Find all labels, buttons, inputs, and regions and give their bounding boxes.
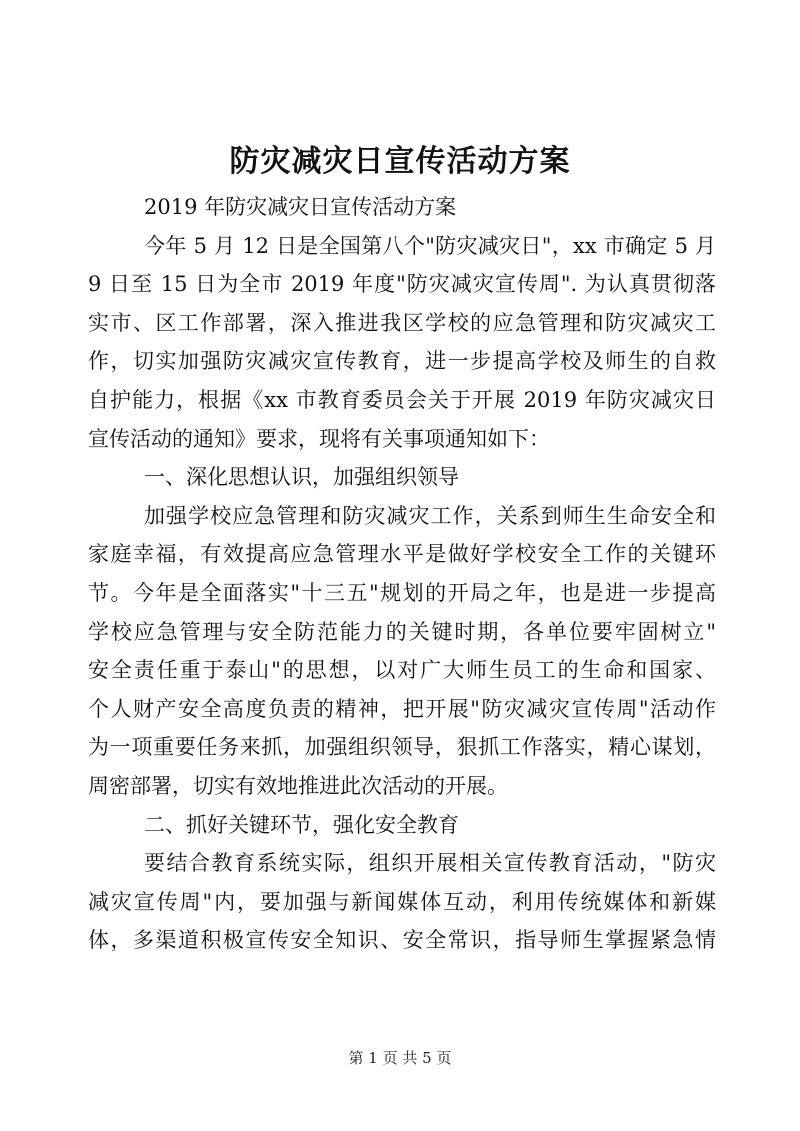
text-line: 自护能力，根据《xx 市教育委员会关于开展 2019 年防灾减灾日 [88,387,716,412]
text-line: 一、深化思想认识，加强组织领导 [144,465,459,490]
text-line: 9 日至 15 日为全市 2019 年度"防灾减灾宣传周". 为认真贯彻落 [88,272,716,297]
text-line: 实市、区工作部署，深入推进我区学校的应急管理和防灾减灾工 [88,310,716,335]
text-line: 2019 年防灾减灾日宣传活动方案 [144,195,457,219]
document-title: 防灾减灾日宣传活动方案 [229,144,571,179]
text-line: 学校应急管理与安全防范能力的关键时期，各单位要牢固树立" [88,619,716,644]
text-line: 减灾宣传周"内，要加强与新闻媒体互动，利用传统媒体和新媒 [88,889,716,914]
text-line: 节。今年是全面落实"十三五"规划的开局之年，也是进一步提高 [88,580,716,605]
page-footer: 第 1 页 共 5 页 [348,1049,452,1067]
text-line: 宣传活动的通知》要求，现将有关事项通知如下： [88,426,550,451]
text-line: 要结合教育系统实际，组织开展相关宣传教育活动，"防灾 [144,851,716,876]
text-line: 加强学校应急管理和防灾减灾工作，关系到师生生命安全和 [144,503,716,528]
text-line: 体，多渠道积极宣传安全知识、安全常识，指导师生掌握紧急情 [88,928,716,953]
text-line: 为一项重要任务来抓，加强组织领导，狠抓工作落实，精心谋划， [88,735,716,760]
text-line: 家庭幸福，有效提高应急管理水平是做好学校安全工作的关键环 [88,542,716,567]
document-body [88,188,716,960]
text-line: 个人财产安全高度负责的精神，把开展"防灾减灾宣传周"活动作 [88,696,716,721]
text-line: 作，切实加强防灾减灾宣传教育，进一步提高学校及师生的自救 [88,349,716,374]
text-line: 周密部署，切实有效地推进此次活动的开展。 [88,773,508,798]
text-line: 安全责任重于泰山"的思想，以对广大师生员工的生命和国家、 [88,658,716,683]
text-line: 今年 5 月 12 日是全国第八个"防灾减灾日"，xx 市确定 5 月 [144,233,716,258]
text-line: 二、抓好关键环节，强化安全教育 [144,812,459,837]
